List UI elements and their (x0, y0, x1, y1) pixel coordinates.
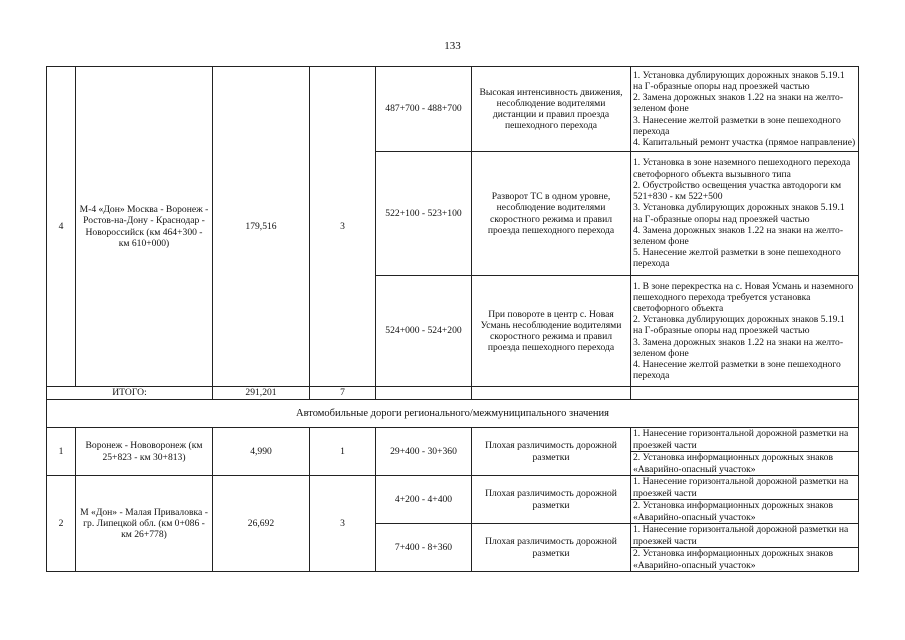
measures-table (46, 66, 859, 572)
measure-item: 5. Нанесение желтой разметки в зоне пешеходного перехода (633, 247, 841, 270)
measure-item: 2. Установка информационных дорожных знаков «Аварийно-опасный участок» (631, 500, 859, 524)
measure-item: 2. Замена дорожных знаков 1.22 на знаки на желто-зеленом фоне (633, 92, 844, 115)
measures-list (631, 152, 859, 276)
site-count: 3 (310, 67, 376, 387)
total-label: ИТОГО: (47, 387, 213, 400)
row-number: 2 (47, 476, 76, 572)
total-length: 291,201 (213, 387, 310, 400)
road-length: 179,516 (213, 67, 310, 387)
road-name: М-4 «Дон» Москва - Воронеж - Ростов-на-Дону - Краснодар - Новороссийск (км 464+300 - км 610+000) (76, 67, 213, 387)
road-length: 26,692 (213, 476, 310, 572)
site-count: 1 (310, 428, 376, 476)
accident-cause: Плохая различимость дорожной разметки (472, 428, 631, 476)
measure-item: 3. Установка дублирующих дорожных знаков 5.19.1 на Г-образные опоры над проезжей частью (633, 202, 845, 225)
section-header-row (47, 400, 859, 428)
section-title: Автомобильные дороги регионального/межмуниципального значения (47, 400, 859, 428)
measure-item: 4. Нанесение желтой разметки в зоне пешеходного перехода (633, 359, 841, 382)
site-km: 487+700 - 488+700 (376, 67, 472, 152)
measure-item: 2. Обустройство освещения участка автодороги км 521+830 - км 522+500 (633, 179, 842, 203)
measures-list (631, 276, 859, 387)
row-number: 1 (47, 428, 76, 476)
measure-item: 1. Нанесение горизонтальной дорожной разметки на проезжей части (631, 524, 859, 548)
accident-cause: Плохая различимость дорожной разметки (472, 524, 631, 572)
table-row (47, 476, 859, 500)
measure-item: 3. Нанесение желтой разметки в зоне пешеходного перехода (633, 114, 841, 137)
site-km: 7+400 - 8+360 (376, 524, 472, 572)
site-km: 522+100 - 523+100 (376, 152, 472, 276)
site-km: 29+400 - 30+360 (376, 428, 472, 476)
measure-item: 1. Установка дублирующих дорожных знаков 5.19.1 на Г-образные опоры над проезжей частью (633, 69, 845, 92)
measure-item: 1. Нанесение горизонтальной дорожной разметки на проезжей части (631, 428, 859, 452)
site-km: 4+200 - 4+400 (376, 476, 472, 524)
measure-item: 2. Установка информационных дорожных знаков «Аварийно-опасный участок» (631, 548, 859, 572)
site-km: 524+000 - 524+200 (376, 276, 472, 387)
site-count: 3 (310, 476, 376, 572)
measure-item: 1. В зоне перекрестка на с. Новая Усмань и наземного пешеходного перехода требуется установка светофорного объекта (633, 280, 854, 314)
table-row (47, 67, 859, 152)
measure-item: 4. Замена дорожных знаков 1.22 на знаки на желто-зеленом фоне (633, 224, 844, 247)
measure-item: 2. Установка дублирующих дорожных знаков 5.19.1 на Г-образные опоры над проезжей частью (633, 314, 845, 337)
accident-cause: Плохая различимость дорожной разметки (472, 476, 631, 524)
accident-cause: Высокая интенсивность движения, несоблюдение водителями дистанции и правил проезда пешеходного перехода (472, 67, 631, 152)
road-name: М «Дон» - Малая Приваловка - гр. Липецкой обл. (км 0+086 - км 26+778) (76, 476, 213, 572)
measure-item: 1. Установка в зоне наземного пешеходного перехода светофорного объекта вызывного типа (633, 157, 851, 180)
row-number: 4 (47, 67, 76, 387)
accident-cause: Разворот ТС в одном уровне, несоблюдение водителями скоростного режима и правил проезда пешеходного перехода (472, 152, 631, 276)
accident-cause: При повороте в центр с. Новая Усмань несоблюдение водителями скоростного режима и правил проезда пешеходного перехода (472, 276, 631, 387)
road-name: Воронеж - Нововоронеж (км 25+823 - км 30+813) (76, 428, 213, 476)
measure-item: 4. Капитальный ремонт участка (прямое направление) (633, 137, 856, 148)
measure-item: 3. Замена дорожных знаков 1.22 на знаки на желто-зеленом фоне (633, 336, 844, 359)
measure-item: 2. Установка информационных дорожных знаков «Аварийно-опасный участок» (631, 452, 859, 476)
table-row (47, 428, 859, 452)
total-row (47, 387, 859, 400)
measures-list (631, 67, 859, 152)
total-count: 7 (310, 387, 376, 400)
page-number: 133 (444, 40, 461, 52)
road-length: 4,990 (213, 428, 310, 476)
measure-item: 1. Нанесение горизонтальной дорожной разметки на проезжей части (631, 476, 859, 500)
